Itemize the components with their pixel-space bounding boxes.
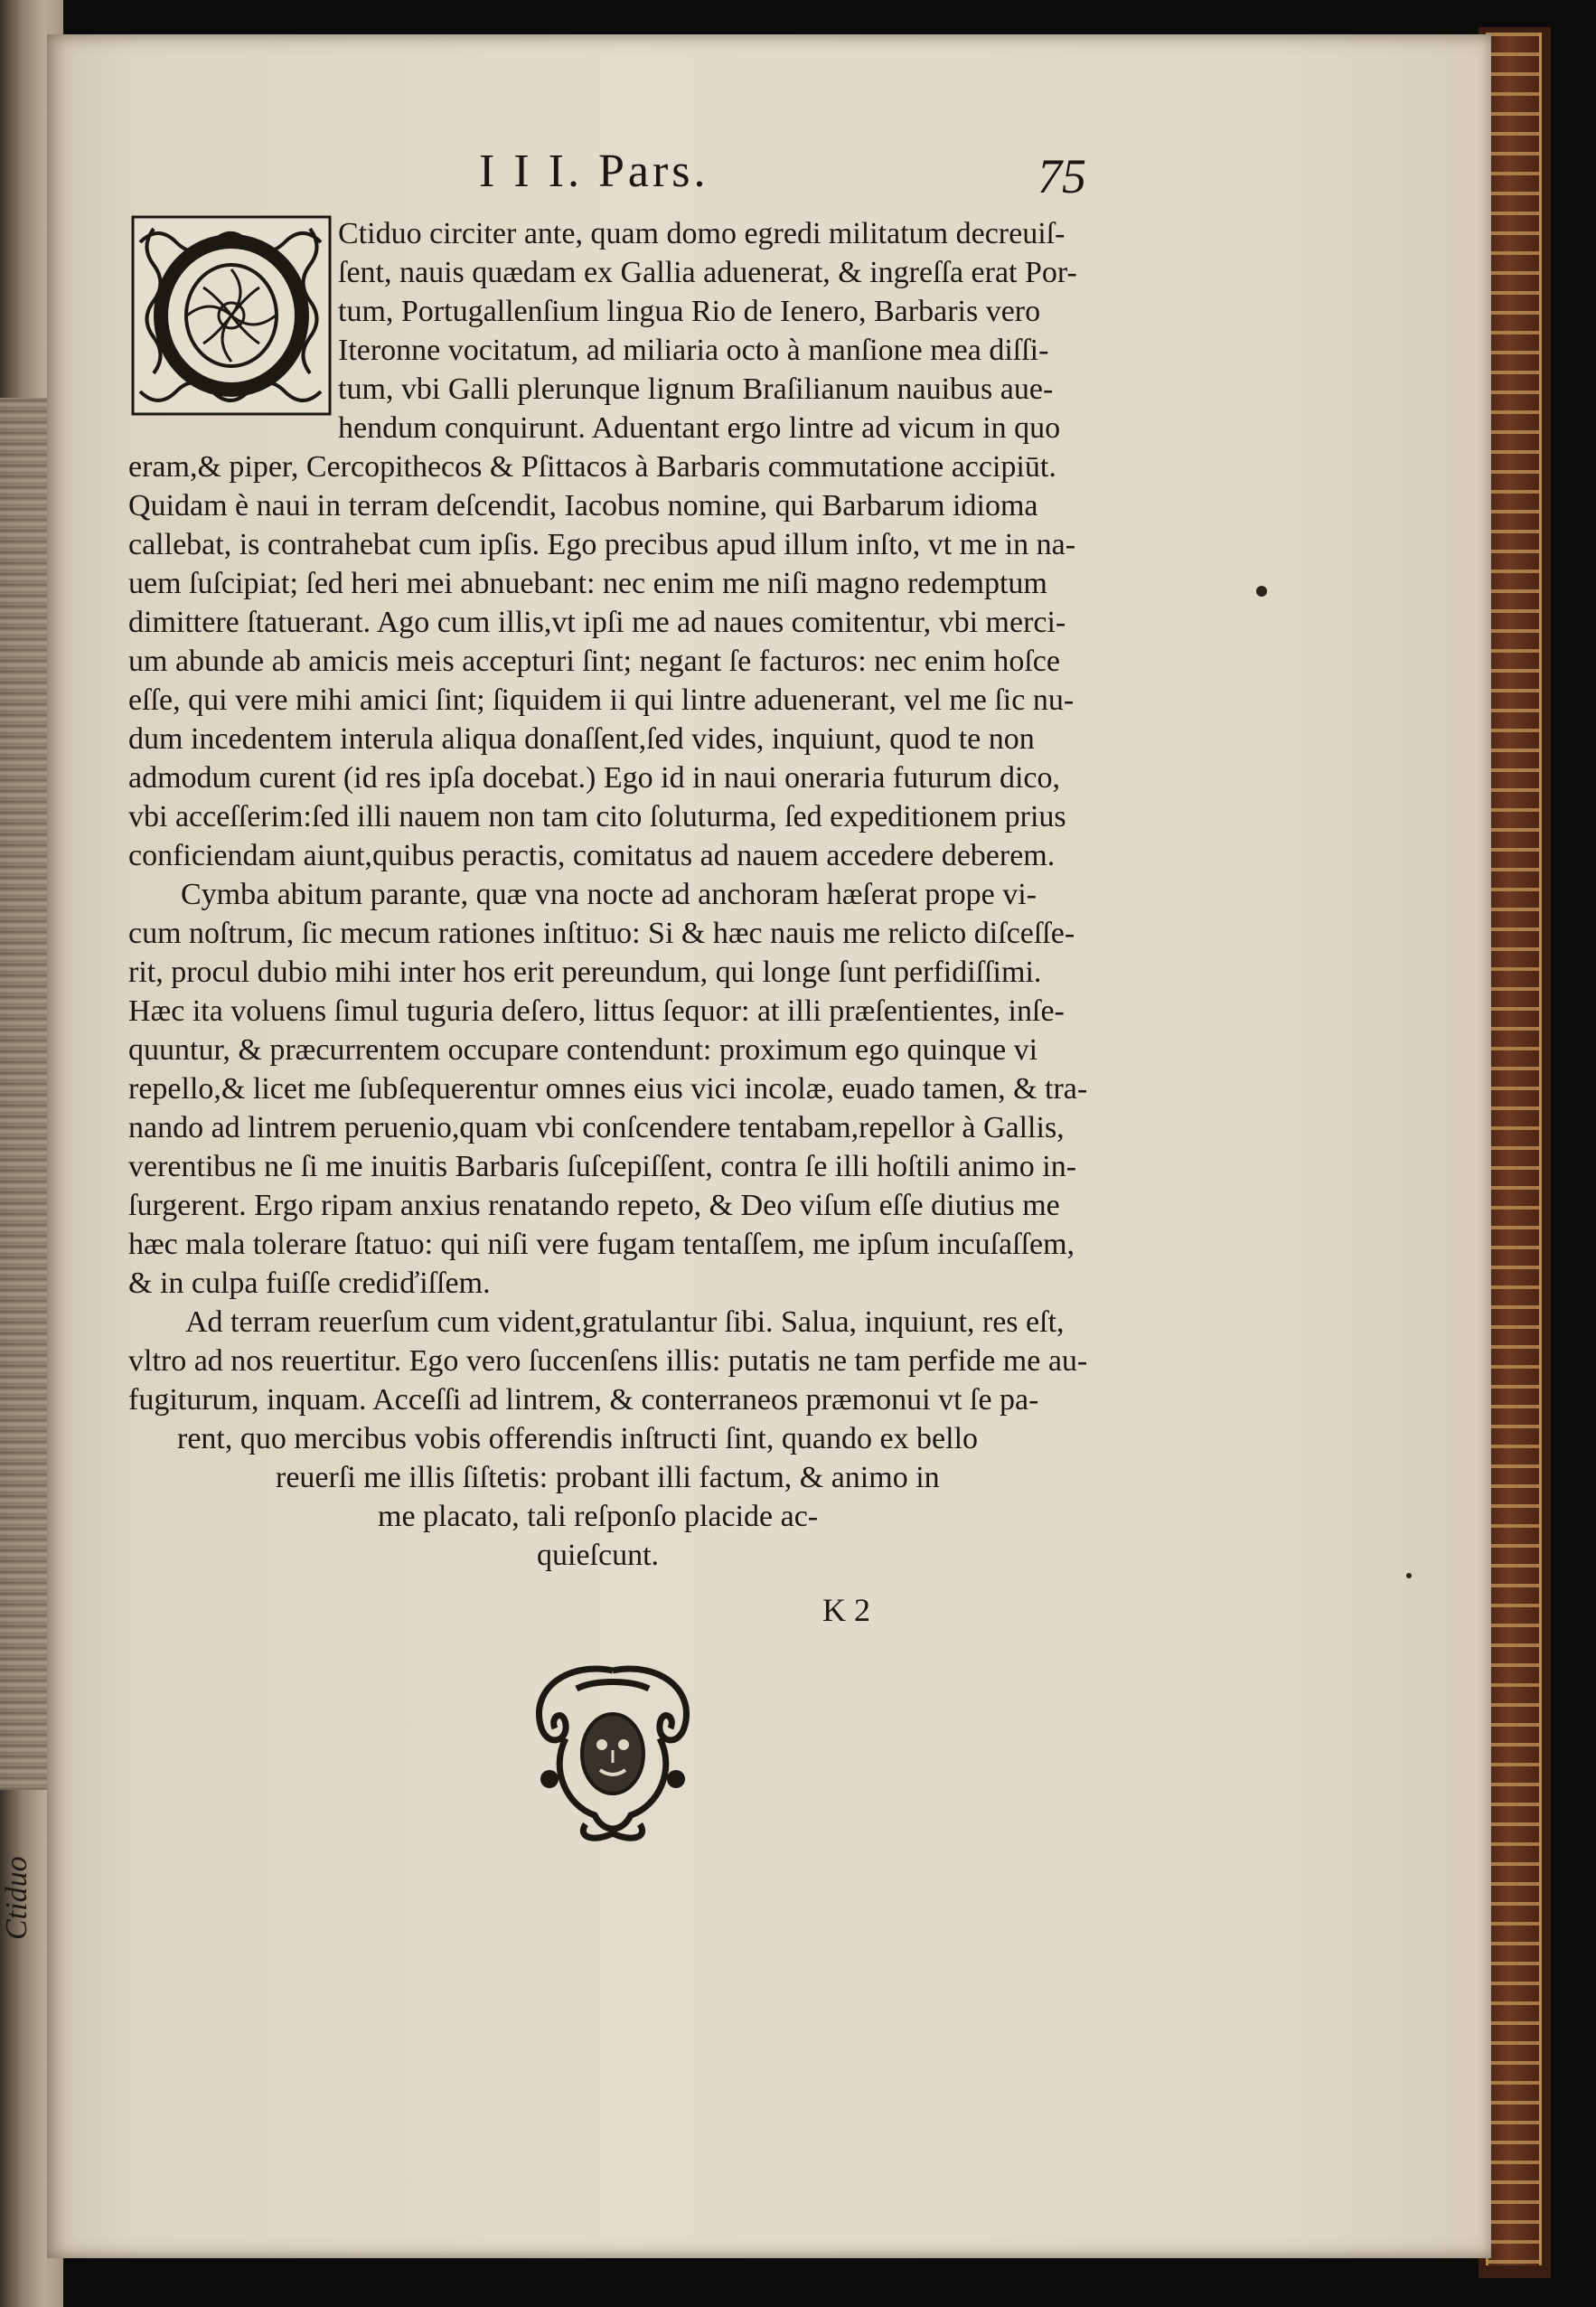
text-line: admodum curent (id res ipſa docebat.) Ego id in naui oneraria futurum dico, (128, 761, 1061, 795)
text-line: eram,& piper, Cercopithecos & Pſittacos à Barbaris commutatione accipiūt. (128, 450, 1056, 484)
text-line: reuerſi me illis ſiſtetis: probant illi factum, & animo in (276, 1461, 940, 1494)
text-line: hæc mala tolerare ſtatuo: qui niſi vere fugam tentaſſem, me ipſum incuſaſſem, (128, 1228, 1075, 1261)
text-line: ſurgerent. Ergo ripam anxius renatando repeto, & Deo viſum eſſe diutius me (128, 1189, 1060, 1222)
text-line: vbi acceſſerim:ſed illi nauem non tam cito ſoluturma, ſed expeditionem prius (128, 800, 1066, 833)
text-line: ſent, nauis quædam ex Gallia aduenerat, & ingreſſa erat Por- (338, 256, 1077, 289)
text-line: uem ſuſcipiat; ſed heri mei abnuebant: nec enim me niſi magno redemptum (128, 567, 1047, 600)
text-line: rent, quo mercibus vobis offerendis inſtructi ſint, quando ex bello (177, 1422, 979, 1455)
text-line: rit, procul dubio mihi inter hos erit pereundum, qui longe ſunt perfidiſſimi. (128, 956, 1042, 989)
tailpiece-ornament (513, 1653, 712, 1844)
gilt-tooled-edge (1486, 33, 1542, 2265)
text-line: verentibus ne ſi me inuitis Barbaris ſuſcepiſſent, contra ſe illi hoſtili animo in- (128, 1150, 1077, 1183)
text-line: cum noſtrum, ſic mecum rationes inſtituo: Si & hæc nauis me relicto diſceſſe- (128, 917, 1075, 950)
text-line: tum, vbi Galli plerunque lignum Braſilianum nauibus aue- (338, 372, 1054, 406)
text-line: nando ad lintrem peruenio,quam vbi conſcendere tentabam,repellor à Gallis, (128, 1111, 1065, 1144)
text-line: vltro ad nos reuertitur. Ego vero ſuccenſens illis: putatis ne tam perfide me au- (128, 1344, 1088, 1378)
text-line: me placato, tali reſponſo placide ac- (378, 1500, 819, 1533)
text-line: callebat, is contrahebat cum ipſis. Ego precibus apud illum inſto, vt me in na- (128, 528, 1076, 561)
text-line: conficiendam aiunt,quibus peractis, comitatus ad nauem accedere deberem. (128, 839, 1056, 872)
text-line: hendum conquirunt. Aduentant ergo lintre ad vicum in quo (338, 411, 1061, 445)
text-line: dimittere ſtatuerant. Ago cum illis,vt ipſi me ad naues comitentur, vbi merci- (128, 606, 1066, 639)
ink-spot (1256, 586, 1267, 597)
mask-cartouche-icon (513, 1653, 712, 1844)
text-line: quieſcunt. (537, 1539, 660, 1572)
text-line: eſſe, qui vere mihi amici ſint; ſiquidem ii qui lintre aduenerant, vel me ſic nu- (128, 683, 1075, 717)
floral-initial-icon (131, 215, 332, 416)
text-line: Iteronne vocitatum, ad miliaria octo à manſione mea diſſi- (338, 334, 1049, 367)
text-line: Quidam è naui in terram deſcendit, Iacobus nomine, qui Barbarum idioma (128, 489, 1038, 523)
text-line: Ad terram reuerſum cum vident,gratulantur ſibi. Salua, inquiunt, res eſt, (185, 1305, 1065, 1339)
text-line: Cymba abitum parante, quæ vna nocte ad anchoram hæſerat prope vi- (181, 878, 1037, 911)
text-line: Hæc ita voluens ſimul tuguria deſero, littus ſequor: at illi præſentientes, inſe- (128, 994, 1065, 1028)
decorated-initial (131, 215, 332, 416)
previous-page-margin-word: Ctiduo (0, 1856, 33, 1941)
text-line: fugiturum, inquam. Acceſſi ad lintrem, & conterraneos præmonui vt ſe pa- (128, 1383, 1039, 1417)
ink-spot (1406, 1573, 1412, 1578)
text-line: quuntur, & præcurrentem occupare contendunt: proximum ego quinque vi (128, 1033, 1038, 1067)
running-head: I I I. Pars. (479, 146, 709, 197)
page-number: 75 (1037, 149, 1086, 203)
text-line: tum, Portugallenſium lingua Rio de Ienero, Barbaris vero (338, 295, 1041, 328)
text-line: & in culpa fuiſſe crediďiſſem. (128, 1266, 491, 1300)
text-line: um abunde ab amicis meis accepturi ſint; negant ſe facturos: nec enim hoſce (128, 645, 1060, 678)
text-line: Ctiduo circiter ante, quam domo egredi militatum decreuiſ- (338, 217, 1066, 250)
text-line: dum incedentem interula aliqua donaſſent,ſed vides, inquiunt, quod te non (128, 722, 1035, 756)
text-line: repello,& licet me ſubſequerentur omnes eius vici incolæ, euado tamen, & tra- (128, 1072, 1088, 1106)
signature-mark: K 2 (822, 1592, 870, 1628)
